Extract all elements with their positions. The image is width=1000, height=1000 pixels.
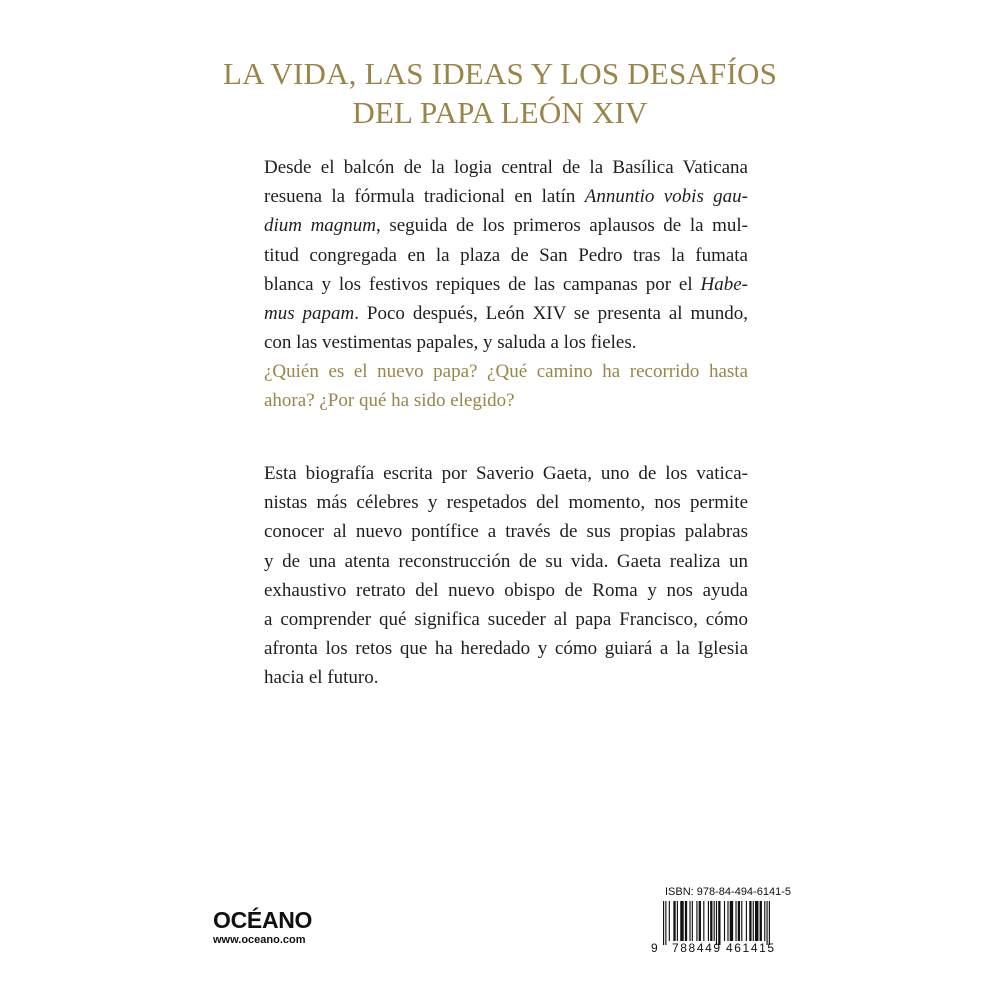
p2-line-1: ¿Quién es el nuevo papa? ¿Qué camino ha recorrido hasta (264, 361, 748, 382)
latin-phrase-part-4: mus papam (264, 303, 355, 325)
barcode-digit-first: 9 (651, 941, 658, 955)
p3-line-7: afronta los retos que ha heredado y cómo guiará a la Iglesia (264, 638, 748, 660)
p1-line-3: dium magnum, seguida de los primeros aplausos de la mul- (264, 215, 748, 237)
p1-line-6: mus papam. Poco después, León XIV se presenta al mundo, (264, 303, 748, 325)
publisher-logo-block (213, 908, 333, 947)
p3-line-8: hacia el futuro. (264, 667, 379, 689)
publisher-website: www.oceano.com (213, 934, 306, 946)
p1-line-5: blanca y los festivos repiques de las campanas por el Habe- (264, 273, 748, 295)
barcode-block (651, 886, 791, 956)
latin-phrase-part-2: dium magnum (264, 215, 377, 237)
barcode-icon (663, 901, 783, 945)
barcode-digits-right: 461415 (726, 941, 776, 955)
p3-line-4: y de una atenta reconstrucción de su vida. Gaeta realiza un (264, 550, 748, 572)
p1-line-1: Desde el balcón de la logia central de la Basílica Vaticana (264, 157, 748, 178)
p2-line-2: ahora? ¿Por qué ha sido elegido? (264, 390, 515, 412)
p3-line-2: nistas más célebres y respetados del momento, nos permite (264, 492, 748, 514)
p1-line-4: titud congregada en la plaza de San Pedro tras la fumata (264, 244, 748, 266)
p3-line-1: Esta biografía escrita por Saverio Gaeta, uno de los vatica- (264, 463, 748, 484)
barcode-digits-left: 788449 (672, 941, 722, 955)
p3-line-3: conocer al nuevo pontífice a través de sus propias palabras (264, 521, 748, 543)
p3-line-6: a comprender qué significa suceder al papa Francisco, cómo (264, 609, 748, 631)
isbn-label: ISBN: 978-84-494-6141-5 (665, 886, 791, 898)
latin-phrase-part-1: Annuntio vobis gau- (584, 186, 749, 208)
p3-line-5: exhaustivo retrato del nuevo obispo de Roma y nos ayuda (264, 579, 748, 601)
synopsis-questions (264, 357, 748, 415)
book-title (180, 54, 820, 132)
synopsis-paragraph-1 (264, 153, 748, 357)
publisher-logo: OCÉANO (213, 907, 313, 933)
p1-line-7: con las vestimentas papales, y saluda a los fieles. (264, 332, 637, 354)
latin-phrase-part-3: Habe- (700, 273, 748, 295)
p1-line-2: resuena la fórmula tradicional en latín Annuntio vobis gau- (264, 186, 749, 208)
book-title-line-2: DEL PAPA LEÓN XIV (352, 95, 648, 130)
book-title-line-1: LA VIDA, LAS IDEAS Y LOS DESAFÍOS (222, 56, 778, 91)
synopsis-paragraph-3 (264, 459, 748, 693)
